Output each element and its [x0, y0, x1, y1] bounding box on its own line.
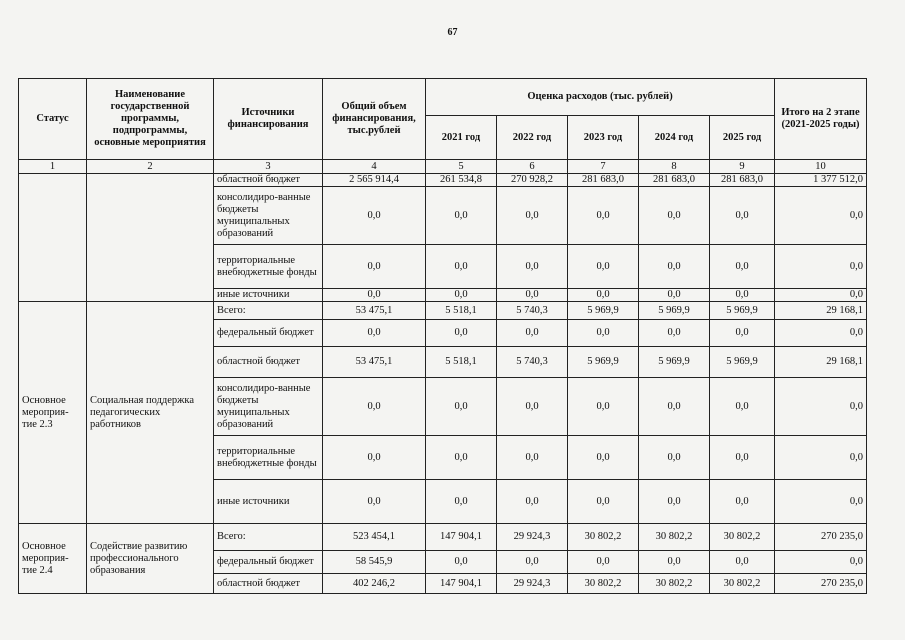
page-number: 67 [447, 27, 458, 38]
funding-source-cell: федеральный бюджет [214, 320, 323, 347]
total-value-cell: 53 475,1 [323, 302, 426, 320]
year-value-cell: 0,0 [710, 289, 775, 302]
total-value-cell: 0,0 [323, 436, 426, 480]
year-value-cell: 0,0 [497, 289, 568, 302]
header-year-2025: 2025 год [710, 116, 775, 160]
year-value-cell: 5 969,9 [710, 302, 775, 320]
funding-source-cell: Всего: [214, 302, 323, 320]
year-value-cell: 5 518,1 [426, 302, 497, 320]
year-value-cell: 0,0 [497, 480, 568, 524]
year-value-cell: 147 904,1 [426, 524, 497, 551]
stage-total-cell: 29 168,1 [775, 347, 867, 378]
year-value-cell: 0,0 [568, 480, 639, 524]
year-value-cell: 30 802,2 [639, 574, 710, 594]
year-value-cell: 0,0 [426, 551, 497, 574]
header-year-2022: 2022 год [497, 116, 568, 160]
stage-total-cell: 0,0 [775, 480, 867, 524]
stage-total-cell: 0,0 [775, 289, 867, 302]
total-value-cell: 0,0 [323, 187, 426, 245]
year-value-cell: 0,0 [639, 436, 710, 480]
total-value-cell: 2 565 914,4 [323, 174, 426, 187]
year-value-cell: 30 802,2 [710, 574, 775, 594]
total-value-cell: 0,0 [323, 289, 426, 302]
column-number: 1 [19, 160, 87, 174]
header-stage-total: Итого на 2 этапе (2021-2025 годы) [775, 79, 867, 160]
column-number: 4 [323, 160, 426, 174]
header-sources: Источники финансирования [214, 79, 323, 160]
funding-source-cell: областной бюджет [214, 347, 323, 378]
stage-total-cell: 0,0 [775, 378, 867, 436]
year-value-cell: 5 740,3 [497, 302, 568, 320]
header-name: Наименование государственной программы, подпрограммы, основные мероприятия [87, 79, 214, 160]
year-value-cell: 0,0 [497, 436, 568, 480]
table-row [19, 302, 867, 320]
year-value-cell: 5 969,9 [639, 347, 710, 378]
funding-source-cell: федеральный бюджет [214, 551, 323, 574]
year-value-cell: 281 683,0 [710, 174, 775, 187]
stage-total-cell: 29 168,1 [775, 302, 867, 320]
year-value-cell: 29 924,3 [497, 574, 568, 594]
header-estimate: Оценка расходов (тыс. рублей) [426, 79, 775, 116]
stage-total-cell: 1 377 512,0 [775, 174, 867, 187]
year-value-cell: 0,0 [568, 320, 639, 347]
column-number: 9 [710, 160, 775, 174]
year-value-cell: 0,0 [497, 551, 568, 574]
funding-source-cell: областной бюджет [214, 174, 323, 187]
year-value-cell: 5 518,1 [426, 347, 497, 378]
funding-source-cell: иные источники [214, 289, 323, 302]
year-value-cell: 0,0 [568, 551, 639, 574]
year-value-cell: 0,0 [497, 245, 568, 289]
year-value-cell: 0,0 [710, 480, 775, 524]
column-number-row [19, 160, 867, 174]
stage-total-cell: 0,0 [775, 320, 867, 347]
year-value-cell: 0,0 [426, 480, 497, 524]
header-year-2024: 2024 год [639, 116, 710, 160]
year-value-cell: 0,0 [426, 187, 497, 245]
year-value-cell: 270 928,2 [497, 174, 568, 187]
measure-name-cell [87, 174, 214, 302]
year-value-cell: 5 969,9 [568, 347, 639, 378]
year-value-cell: 0,0 [426, 378, 497, 436]
year-value-cell: 0,0 [568, 245, 639, 289]
measure-name-cell: Социальная поддержка педагогических работников [87, 302, 214, 524]
year-value-cell: 0,0 [639, 289, 710, 302]
year-value-cell: 30 802,2 [639, 524, 710, 551]
stage-total-cell: 270 235,0 [775, 574, 867, 594]
year-value-cell: 5 969,9 [568, 302, 639, 320]
column-number: 8 [639, 160, 710, 174]
total-value-cell: 0,0 [323, 245, 426, 289]
total-value-cell: 0,0 [323, 480, 426, 524]
year-value-cell: 0,0 [568, 436, 639, 480]
year-value-cell: 29 924,3 [497, 524, 568, 551]
year-value-cell: 0,0 [568, 378, 639, 436]
year-value-cell: 5 969,9 [710, 347, 775, 378]
column-number: 3 [214, 160, 323, 174]
year-value-cell: 0,0 [710, 245, 775, 289]
column-number: 5 [426, 160, 497, 174]
year-value-cell: 0,0 [568, 289, 639, 302]
stage-total-cell: 0,0 [775, 551, 867, 574]
column-number: 2 [87, 160, 214, 174]
year-value-cell: 0,0 [710, 551, 775, 574]
year-value-cell: 0,0 [639, 551, 710, 574]
year-value-cell: 0,0 [497, 378, 568, 436]
year-value-cell: 0,0 [426, 245, 497, 289]
column-number: 7 [568, 160, 639, 174]
total-value-cell: 523 454,1 [323, 524, 426, 551]
year-value-cell: 0,0 [639, 320, 710, 347]
year-value-cell: 0,0 [639, 378, 710, 436]
funding-source-cell: Всего: [214, 524, 323, 551]
status-cell: Основное мероприя-тие 2.3 [19, 302, 87, 524]
status-cell [19, 174, 87, 302]
year-value-cell: 0,0 [639, 480, 710, 524]
funding-source-cell: территориальные внебюджетные фонды [214, 245, 323, 289]
year-value-cell: 30 802,2 [710, 524, 775, 551]
table-row [19, 524, 867, 551]
year-value-cell: 0,0 [426, 320, 497, 347]
year-value-cell: 281 683,0 [568, 174, 639, 187]
year-value-cell: 5 969,9 [639, 302, 710, 320]
stage-total-cell: 0,0 [775, 187, 867, 245]
year-value-cell: 0,0 [497, 320, 568, 347]
year-value-cell: 281 683,0 [639, 174, 710, 187]
year-value-cell: 0,0 [426, 289, 497, 302]
budget-table [18, 78, 867, 594]
measure-name-cell: Содействие развитию профессионального образования [87, 524, 214, 594]
year-value-cell: 0,0 [710, 436, 775, 480]
stage-total-cell: 0,0 [775, 436, 867, 480]
year-value-cell: 0,0 [497, 187, 568, 245]
header-status: Статус [19, 79, 87, 160]
stage-total-cell: 0,0 [775, 245, 867, 289]
total-value-cell: 0,0 [323, 320, 426, 347]
total-value-cell: 58 545,9 [323, 551, 426, 574]
funding-source-cell: консолидиро-ванные бюджеты муниципальных образований [214, 187, 323, 245]
stage-total-cell: 270 235,0 [775, 524, 867, 551]
total-value-cell: 402 246,2 [323, 574, 426, 594]
table-row [19, 174, 867, 187]
year-value-cell: 5 740,3 [497, 347, 568, 378]
column-number: 6 [497, 160, 568, 174]
year-value-cell: 30 802,2 [568, 574, 639, 594]
header-total: Общий объем финансирования, тыс.рублей [323, 79, 426, 160]
total-value-cell: 0,0 [323, 378, 426, 436]
funding-source-cell: территориальные внебюджетные фонды [214, 436, 323, 480]
year-value-cell: 0,0 [426, 436, 497, 480]
funding-source-cell: иные источники [214, 480, 323, 524]
year-value-cell: 0,0 [639, 245, 710, 289]
year-value-cell: 0,0 [639, 187, 710, 245]
year-value-cell: 261 534,8 [426, 174, 497, 187]
year-value-cell: 0,0 [710, 320, 775, 347]
funding-source-cell: консолидиро-ванные бюджеты муниципальных образований [214, 378, 323, 436]
funding-source-cell: областной бюджет [214, 574, 323, 594]
year-value-cell: 30 802,2 [568, 524, 639, 551]
year-value-cell: 0,0 [710, 187, 775, 245]
year-value-cell: 0,0 [710, 378, 775, 436]
header-year-2021: 2021 год [426, 116, 497, 160]
header-year-2023: 2023 год [568, 116, 639, 160]
year-value-cell: 147 904,1 [426, 574, 497, 594]
year-value-cell: 0,0 [568, 187, 639, 245]
status-cell: Основное мероприя-тие 2.4 [19, 524, 87, 594]
column-number: 10 [775, 160, 867, 174]
total-value-cell: 53 475,1 [323, 347, 426, 378]
